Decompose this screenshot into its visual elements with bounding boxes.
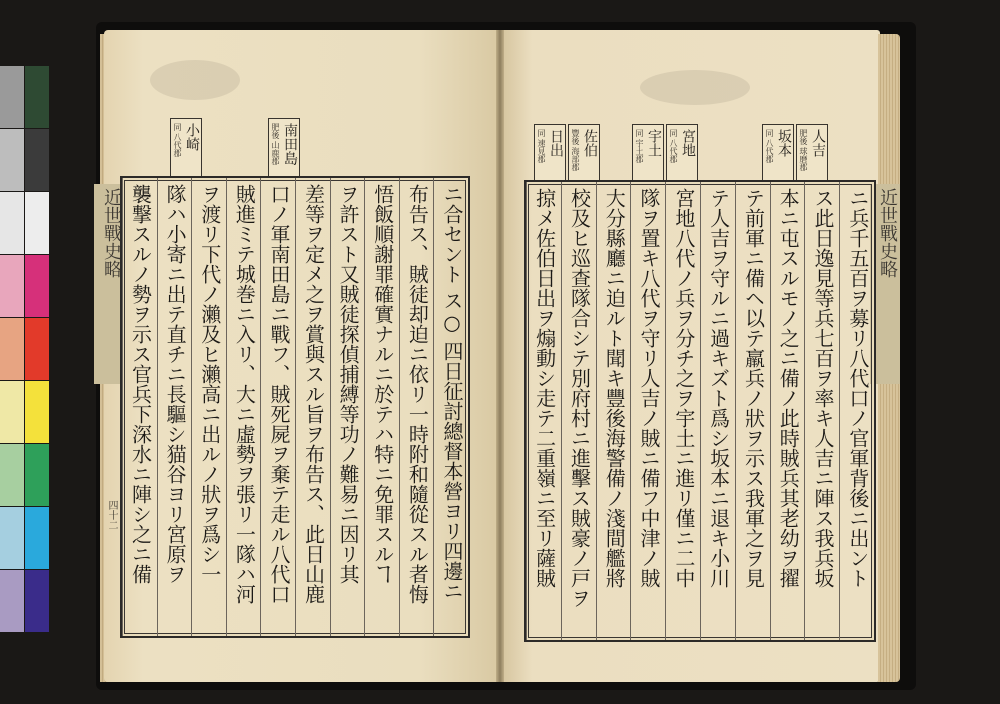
text-column: [700, 182, 735, 640]
color-swatch: [25, 66, 49, 128]
text-column: [596, 182, 631, 640]
text-column-content: テ前軍ニ備ヘ以テ羸兵ノ狀ヲ示ス我軍之ヲ見: [741, 188, 766, 588]
tab-main-label: 小崎: [184, 123, 200, 151]
tab-province-label: 同: [669, 129, 678, 137]
tab-district-label: 速見郡: [537, 139, 546, 163]
color-swatch: [0, 255, 24, 317]
place-label-tab-hiji: [534, 124, 566, 182]
text-column: [364, 178, 399, 636]
text-column-content: 口ノ軍南田島ニ戰フ、賊死屍ヲ棄テ走ル八代口: [266, 184, 291, 604]
tab-district-label: 球磨郡: [799, 147, 808, 171]
text-column: [839, 182, 874, 640]
color-swatch: [0, 129, 24, 191]
tab-district-label: 八代郡: [765, 139, 774, 163]
tab-province-label: 肥後: [271, 123, 280, 139]
tab-district-label: 山鹿郡: [271, 141, 280, 165]
running-title-left: 近世戰史略: [101, 188, 122, 278]
text-column-content: 差等ヲ定メ之ヲ賞與スル旨ヲ布告ス、此日山鹿: [301, 184, 326, 604]
text-column: [433, 178, 468, 636]
color-swatch: [0, 318, 24, 380]
right-text-block: [524, 180, 876, 642]
text-column-content: ス此日逸見等兵七百ヲ率キ人吉ニ陣ス我兵坂: [811, 188, 836, 588]
color-swatch: [0, 507, 24, 569]
text-column-content: 掠メ佐伯日出ヲ煽動シ走テ二重嶺ニ至リ薩賊: [532, 188, 557, 588]
page-number: 四十二: [106, 500, 117, 530]
text-column-content: 隊ハ小寄ニ出テ直チニ長驅シ猫谷ヨリ宮原ヲ: [163, 184, 188, 584]
color-swatch: [25, 444, 49, 506]
text-column: [157, 178, 192, 636]
place-label-tab-sakamoto: [762, 124, 794, 182]
text-column-content: 本ニ屯スルモノ之ニ備ノ此時賊兵其老幼ヲ擢: [776, 188, 801, 588]
text-column: [630, 182, 665, 640]
text-column-content: ニ合セント ス○ 四日征討總督本營ヨリ四邊ニ: [439, 184, 464, 601]
text-column: [260, 178, 295, 636]
text-column-content: ヲ許スト又賊徒探偵捕縛等功ノ難易ニ因リ其: [336, 184, 361, 584]
left-text-block: [120, 176, 470, 638]
tab-province-label: 同: [765, 129, 774, 137]
text-column: [191, 178, 226, 636]
tab-main-label: 宮地: [680, 129, 696, 157]
paper-stain: [150, 60, 240, 100]
color-swatch: [0, 381, 24, 443]
text-column-content: 賊進ミテ城巻ニ入リ、大ニ虛勢ヲ張リ一隊ハ河: [232, 184, 257, 604]
text-column: [226, 178, 261, 636]
text-column-content: 襲撃スルノ勢ヲ示ス官兵下深水ニ陣シ之ニ備: [128, 184, 153, 584]
tab-district-label: 八代郡: [173, 133, 182, 157]
paper-stain: [640, 70, 750, 105]
tab-main-label: 坂本: [776, 129, 792, 157]
running-title-right: 近世戰史略: [877, 188, 898, 278]
tab-main-label: 人吉: [810, 129, 826, 157]
text-column-content: ヲ渡リ下代ノ瀨及ヒ瀨高ニ出ルノ狀ヲ爲シ一: [197, 184, 222, 584]
text-column: [770, 182, 805, 640]
book-gutter: [496, 30, 504, 682]
tab-province-label: 同: [173, 123, 182, 131]
tab-province-label: 肥後: [799, 129, 808, 145]
color-swatch: [25, 255, 49, 317]
color-swatch: [0, 444, 24, 506]
text-column: [665, 182, 700, 640]
text-column: [399, 178, 434, 636]
place-label-tab-minamitajima: [268, 118, 300, 178]
text-column: [561, 182, 596, 640]
text-column-content: 大分縣廳ニ迫ルト聞キ豐後海警備ノ淺間艦將: [602, 188, 627, 588]
place-label-tab-saiki: [568, 124, 600, 182]
tab-province-label: 同: [537, 129, 546, 137]
text-column-content: 宮地八代ノ兵ヲ分チ之ヲ宇土ニ進リ僅ニ二中: [671, 188, 696, 588]
color-swatch: [25, 129, 49, 191]
text-column: [330, 178, 365, 636]
color-swatch: [25, 192, 49, 254]
text-column-content: ニ兵千五百ヲ募リ八代口ノ官軍背後ニ出ント: [845, 188, 870, 588]
color-swatch: [25, 318, 49, 380]
color-swatch: [0, 570, 24, 632]
text-column-content: 布告ス、賊徒却迫ニ依リ一時附和隨從スル者悔: [405, 184, 430, 604]
color-calibration-chart: [0, 66, 50, 634]
text-column-content: 校及ヒ巡查隊合シテ別府村ニ進擊ス賊豪ノ戸ヲ: [567, 188, 592, 608]
text-column-content: 悟飯順謝罪確實ナルニ於テハ特ニ免罪スルヿ: [370, 184, 395, 584]
place-label-tab-kozaki: [170, 118, 202, 178]
place-label-tab-hitoyoshi: [796, 124, 828, 182]
place-label-tab-uto: [632, 124, 664, 182]
tab-district-label: 八代郡: [669, 139, 678, 163]
tab-province-label: 同: [635, 129, 644, 137]
place-label-tab-miyaji: [666, 124, 698, 182]
tab-main-label: 佐伯: [582, 129, 598, 157]
color-swatch: [25, 570, 49, 632]
color-swatch: [0, 66, 24, 128]
color-swatch: [0, 192, 24, 254]
tab-main-label: 宇土: [646, 129, 662, 157]
tab-main-label: 南田島: [282, 123, 298, 165]
tab-province-label: 豐後: [571, 129, 580, 145]
text-column-content: 隊ヲ置キ八代ヲ守リ人吉ノ賊ニ備フ中津ノ賊: [637, 188, 662, 588]
text-column-content: テ人吉ヲ守ルニ過キズト爲シ坂本ニ退キ小川: [706, 188, 731, 588]
tab-main-label: 日出: [548, 129, 564, 157]
text-column: [526, 182, 561, 640]
text-column: [295, 178, 330, 636]
color-swatch: [25, 381, 49, 443]
tab-district-label: 海部郡: [571, 147, 580, 171]
text-column: [122, 178, 157, 636]
color-swatch: [25, 507, 49, 569]
tab-district-label: 宇土郡: [635, 139, 644, 163]
text-column: [804, 182, 839, 640]
text-column: [735, 182, 770, 640]
